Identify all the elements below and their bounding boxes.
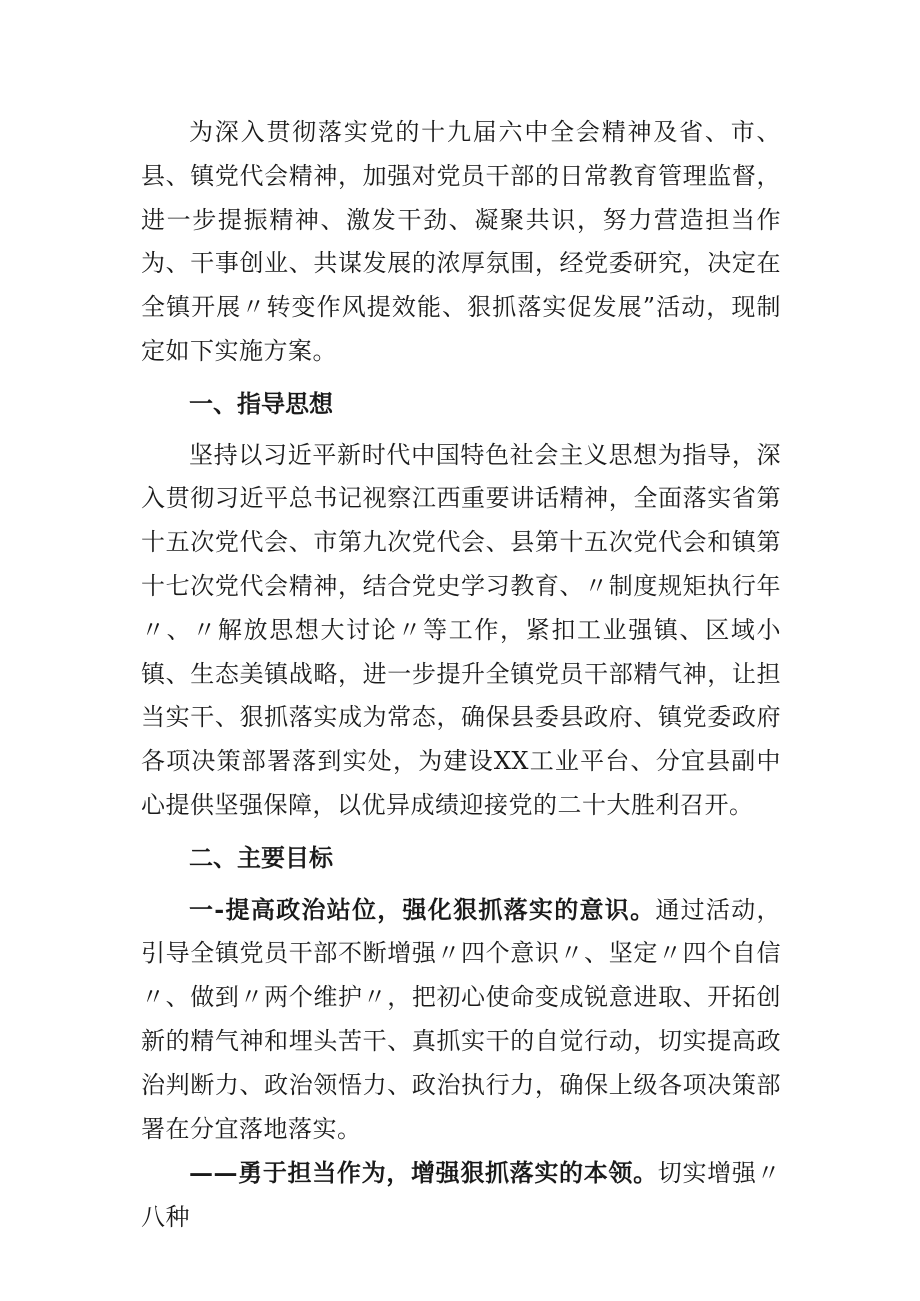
guiding-ideology-paragraph: 坚持以习近平新时代中国特色社会主义思想为指导，深入贯彻习近平总书记视察江西重要讲话精神，全面落实省第十五次党代会、市第九次党代会、县第十五次党代会和镇第十七次党代会精神，结合党史学习教育、〃制度规矩执行年〃、〃解放思想大讨论〃等工作，紧扣工业强镇、区域小镇、生态美镇战略，进一步提升全镇党员干部精气神，让担当实干、狠抓落实成为常态，确保县委县政府、镇党委政府各项决策部署落到实处，为建设XX工业平台、分宜县副中心提供坚强保障，以优异成绩迎接党的二十大胜利召开。 <box>141 440 781 819</box>
goal-item <box>141 888 781 1152</box>
goal-item <box>141 1151 781 1240</box>
goal-item-text: 通过活动，引导全镇党员干部不断增强〃四个意识〃、坚定〃四个自信〃、做到〃两个维护〃，把初心使命变成锐意进取、开拓创新的精气神和埋头苦干、真抓实干的自觉行动，切实提高政治判断力、政治领悟力、政治执行力，确保上级各项决策部署在分宜落地落实。 <box>141 895 781 1143</box>
goal-item-lead: ——勇于担当作为，增强狠抓落实的本领。 <box>189 1158 658 1188</box>
section-heading-guiding-ideology: 一、指导思想 <box>189 388 333 418</box>
goal-item-text: 切实增强〃八种 <box>141 1159 782 1232</box>
goal-item-lead: 一-提高政治站位，强化狠抓落实的意识。 <box>189 894 656 924</box>
document-body <box>141 111 781 1240</box>
section-heading-main-goals: 二、主要目标 <box>189 842 333 872</box>
intro-paragraph: 为深入贯彻落实党的十九届六中全会精神及省、市、县、镇党代会精神，加强对党员干部的日常教育管理监督，进一步提振精神、激发干劲、凝聚共识，努力营造担当作为、干事创业、共谋发展的浓厚氛围，经党委研究，决定在全镇开展〃转变作风提效能、狠抓落实促发展”活动，现制定如下实施方案。 <box>141 118 781 365</box>
